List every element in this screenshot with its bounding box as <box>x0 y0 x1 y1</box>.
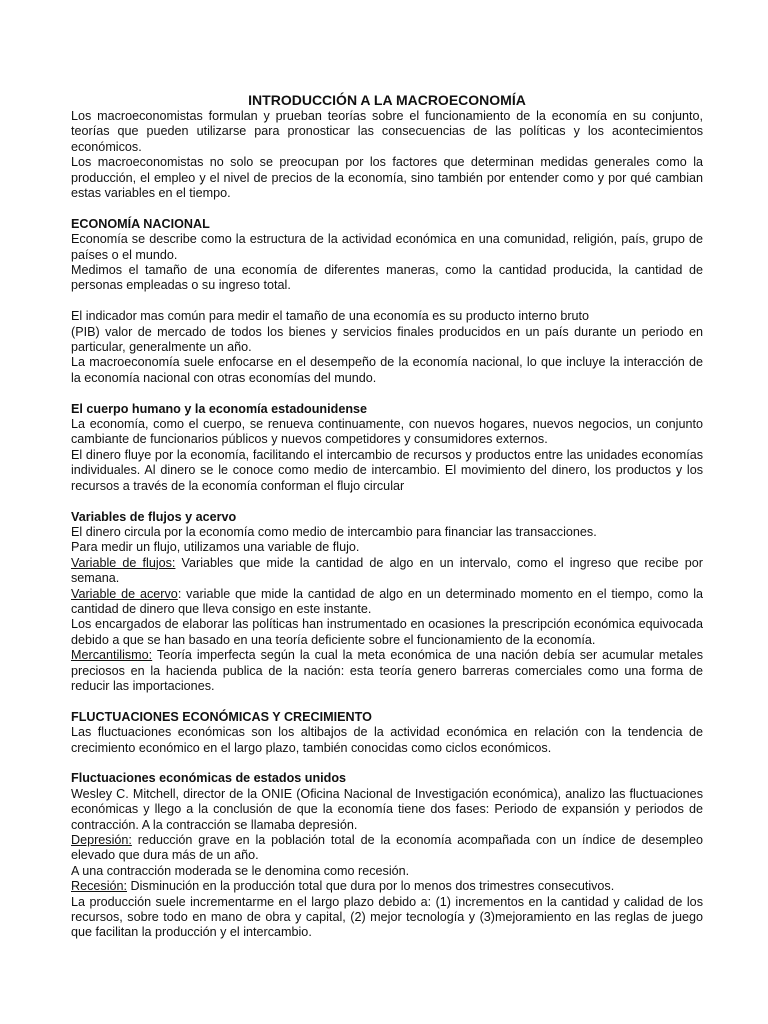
depresion-definition <box>71 833 703 864</box>
document-page <box>71 92 703 941</box>
economia-nacional-paragraph-2: Medimos el tamaño de una economía de diferentes maneras, como la cantidad producida, la cantidad de personas empleadas o su ingreso total. <box>71 263 703 293</box>
depresion-text: reducción grave en la población total de la economía acompañada con un índice de desempleo elevado que dura más de un año. <box>71 833 703 863</box>
recesion-term: Recesión: <box>71 879 128 894</box>
heading-fluctuaciones-eu: Fluctuaciones económicas de estados unidos <box>71 771 347 786</box>
cuerpo-humano-paragraph-1: La economía, como el cuerpo, se renueva continuamente, con nuevos hogares, nuevos negocios, un conjunto cambiante de funcionarios públicos y nuevos competidores y consumidores externos. <box>71 417 703 447</box>
mercantilismo-term: Mercantilismo: <box>71 648 153 663</box>
document-title: INTRODUCCIÓN A LA MACROECONOMÍA <box>248 92 526 108</box>
heading-economia-nacional: ECONOMÍA NACIONAL <box>71 216 210 231</box>
recesion-text: Disminución en la producción total que dura por lo menos dos trimestres consecutivos. <box>127 879 615 894</box>
spacer <box>71 201 703 216</box>
cuerpo-humano-paragraph-2: El dinero fluye por la economía, facilitando el intercambio de recursos y productos entre las unidades economías individuales. Al dinero se le conoce como medio de intercambio. El movimiento del dinero, los productos y los recursos a través de la economía conforman el flujo circular <box>71 447 703 493</box>
depresion-term: Depresión: <box>71 833 132 847</box>
spacer <box>71 756 703 771</box>
spacer <box>71 494 703 509</box>
fluctuaciones-eu-paragraph-1: Wesley C. Mitchell, director de la ONIE (Oficina Nacional de Investigación económica), analizo las fluctuaciones económicas y llego a la conclusión de que la economía tiene dos fases: Periodo de expansión y periodos de contracción. A la contracción se llamaba depresión. <box>71 786 703 832</box>
economia-nacional-paragraph-1: Economía se describe como la estructura de la actividad económica en una comunidad, religión, país, grupo de países o el mundo. <box>71 232 703 262</box>
variables-paragraph-2: Para medir un flujo, utilizamos una variable de flujo. <box>71 540 360 555</box>
intro-paragraph-2: Los macroeconomistas no solo se preocupan por los factores que determinan medidas generales como la producción, el empleo y el nivel de precios de la economía, sino también por entender como y por qué cambian estas variables en el tiempo. <box>71 155 703 201</box>
mercantilismo-text: Teoría imperfecta según la cual la meta económica de una nación debía ser acumular metales preciosos en la hacienda publica de la nación: esta teoría genero barreras comerciales como una forma de reducir las importaciones. <box>71 648 703 693</box>
economia-nacional-paragraph-3: El indicador mas común para medir el tamaño de una economía es su producto interno bruto <box>71 309 590 324</box>
variable-acervo-definition <box>71 587 703 618</box>
variables-paragraph-1: El dinero circula por la economía como medio de intercambio para financiar las transacciones. <box>71 524 597 539</box>
economia-nacional-paragraph-5: La macroeconomía suele enfocarse en el desempeño de la economía nacional, lo que incluye la interacción de la economía nacional con otras economías del mundo. <box>71 355 703 385</box>
variables-paragraph-3: Los encargados de elaborar las políticas han instrumentado en ocasiones la prescripción económica equivocada debido a que se han basado en una teoría deficiente sobre el funcionamiento de la economía. <box>71 617 703 647</box>
intro-paragraph-1: Los macroeconomistas formulan y prueban teorías sobre el funcionamiento de la economía en su conjunto, teorías que pueden utilizarse para pronosticar las consecuencias de las políticas y los acontecimientos económicos. <box>71 109 703 154</box>
mercantilismo-definition <box>71 648 703 694</box>
heading-cuerpo-humano: El cuerpo humano y la economía estadounidense <box>71 401 368 416</box>
variable-acervo-text: : variable que mide la cantidad de algo en un determinado momento en el tiempo, como la cantidad de dinero que lleva consigo en este instante. <box>71 586 704 616</box>
heading-fluctuaciones: FLUCTUACIONES ECONÓMICAS Y CRECIMIENTO <box>71 709 372 724</box>
variable-flujos-term: Variable de flujos: <box>71 555 176 570</box>
spacer <box>71 386 703 401</box>
recesion-definition <box>71 879 703 894</box>
fluctuaciones-eu-paragraph-2: A una contracción moderada se le denomina como recesión. <box>71 863 410 878</box>
heading-variables: Variables de flujos y acervo <box>71 509 237 524</box>
variable-acervo-term: Variable de acervo <box>71 586 178 601</box>
spacer <box>71 294 703 309</box>
variable-flujos-text: Variables que mide la cantidad de algo en un intervalo, como el ingreso que recibe por semana. <box>71 555 703 586</box>
variable-flujos-definition <box>71 556 703 587</box>
economia-nacional-paragraph-4: (PIB) valor de mercado de todos los bienes y servicios finales producidos en un país durante un periodo en particular, generalmente un año. <box>71 324 703 355</box>
spacer <box>71 694 703 709</box>
fluctuaciones-paragraph-1: Las fluctuaciones económicas son los altibajos de la actividad económica en relación con la tendencia de crecimiento económico en el largo plazo, también conocidas como ciclos económicos. <box>71 725 703 755</box>
fluctuaciones-eu-paragraph-3: La producción suele incrementarme en el largo plazo debido a: (1) incrementos en la cantidad y calidad de los recursos, sobre todo en mano de obra y capital, (2) mejor tecnología y (3)mejoramiento en las reglas de juego que facilitan la producción y el intercambio. <box>71 894 703 940</box>
